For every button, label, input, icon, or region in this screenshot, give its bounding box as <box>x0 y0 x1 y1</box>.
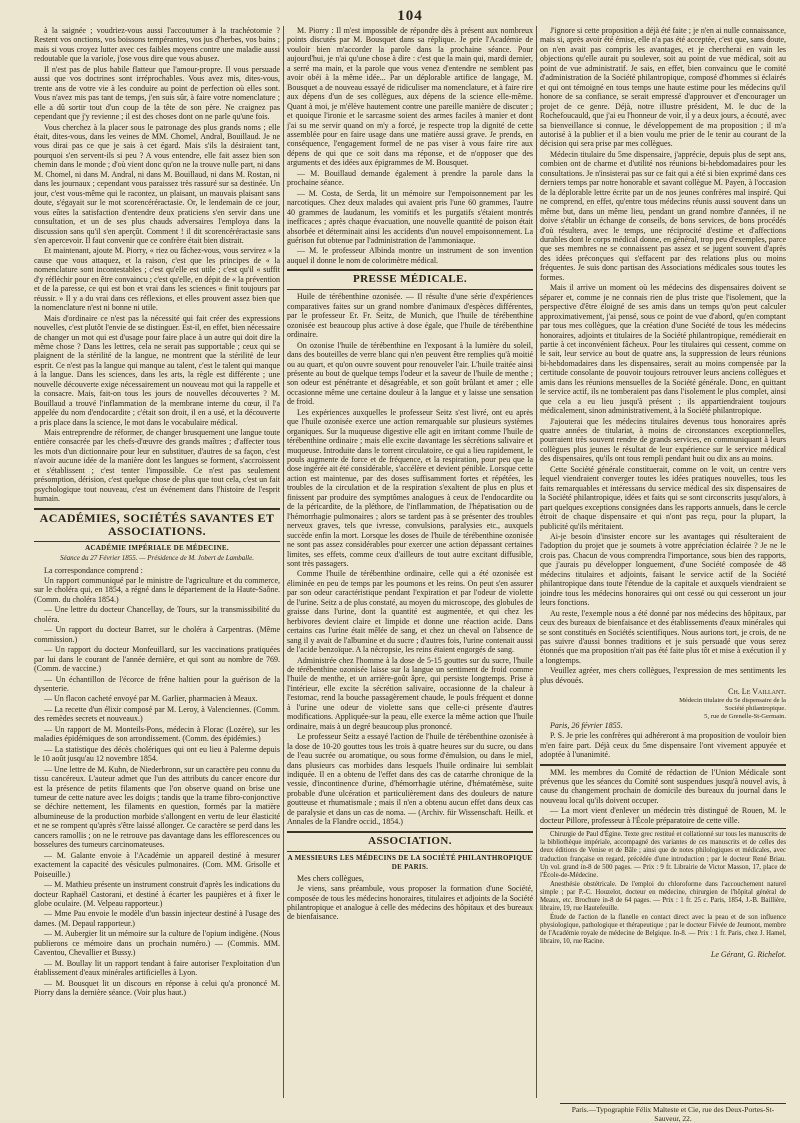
paragraph: — M. Aubergier lit un mémoire sur la culture de l'opium indigène. (Nous publierons ce mémoire dans un prochain numéro.) — (Commis. MM. Caventou, Chevallier et Bussy.) <box>34 929 280 958</box>
paragraph: Et maintenant, ajoute M. Piorry, « riez ou fâchez-vous, vous servirez « la cause que vous attaquez, et la raison, c'est que les principes de « la nomenclature sont incontestables ; c'est qu'elle est utile ; c'est qu'il « suffit d'y réfléchir pour en être convaincu ; c'est qu'elle, en dépit de « la prévention et de la paresse, ce qui est bon et vrai dans les sciences « finit toujours par réussir. » Il y a du vrai dans ces réflexions, et elles prouvent assez bien que la nomenclature n'est ni bonne ni utile. <box>34 246 280 313</box>
column-rule <box>536 26 537 1098</box>
paragraph: Médecin titulaire du 5me dispensaire, j'apprécie, depuis plus de sept ans, combien ont de charme et d'utilité nos réunions bi-hebdomadaires pour les consultations. Je n'insisterai pas sur ce fait qui a été si bien exprimé dans ces derniers temps par notre honorable et savant collègue M. Payen, à l'occasion de la déplorable lettre écrite par un de nos jeunes confrères mal inspiré. Qui ne comprend, en effet, qu'entre tous médecins réunis aussi souvent dans un même but, dans un même lieu, pendant un grand nombre d'années, il ne doive s'établir un échange de conseils, de bons services, de bons procédés d'où résultera, avec le temps, une réciprocité d'estime et d'affections durables dont le corps médical donne, en général, trop peu d'exemples, parce que ses membres ne se connaissent pas assez et se jugent souvent d'après des idées préconçues qui s'effacent par des relations plus ou moins fréquentes. Je suis donc partisan des Associations médicales sous toutes les formes. <box>540 149 786 282</box>
paragraph: — M. Mathieu présente un instrument construit d'après les indications du docteur Raphaël Castorani, et destiné à écarter les paupières et à fixer le globe oculaire. (M. Velpeau rapporteur.) <box>34 880 280 908</box>
paragraph: M. Piorry : Il m'est impossible de répondre dès à présent aux nombreux points discutés par M. Bousquet dans sa réplique. Je prie l'Académie de vouloir bien m'accorder la parole dans la prochaine séance. Pour aujourd'hui, je n'ai qu'une chose à dire : c'est que la main qui, mardi dernier, a serré ma main, et la parole que vous venez d'entendre ne semblent pas avoir obéi à la même idée... Par un déplorable artifice de langage, M. Bousquet a de nouveau essayé de ridiculiser ma nomenclature, et à faire rire aux dépens d'un de ses collègues, aux dépens de la science elle-même. Quant à moi, je m'élève hautement contre une pareille manière de discuter ; et quoique l'ironie et le sarcasme soient des armes faciles à manier et dont j'ai su me servir quand on m'y a forcé, je respecte trop la dignité de cette assemblée pour en faire usage dans une matière aussi grave. Je prends, en conséquence, l'engagement formel de ne pas viser à vous faire rire aux dépens de qui que ce soit dans ma réponse, et de n'opposer que des arguments et des idées aux épigrammes de M. Bousquet. <box>287 26 533 168</box>
discours-bousquet <box>34 26 280 504</box>
paragraph: — La recette d'un élixir composé par M. Leroy, à Valenciennes. (Comm. des remèdes secrets et nouveaux.) <box>34 704 280 724</box>
paragraph: Il n'est pas de plus habile flatteur que l'amour-propre. Il vous persuade aussi que vos doctrines sont irréprochables. Vous avez mis, dites-vous, trente ans de votre vie à les conduire au point de perfection où elles sont. Vous n'avez mis pas tant de temps, j'en suis sûr, à faire votre nomenclature ; elle a dû sortir tout d'un coup de la tête de son père. Ne craignez pas cependant que j'y revienne ; il est des choses dont on ne parle qu'une fois. <box>34 64 280 122</box>
signature-address: 5, rue de Grenelle-St-Germain. <box>704 712 786 720</box>
paragraph: — M. Costa, de Serda, lit un mémoire sur l'empoisonnement par les narcotiques. Chez deux malades qui avaient pris l'une 60 grammes, l'autre 40 grammes de laudanum, les vomitifs et les purgatifs s'étaient montrés inefficaces ; après chaque évacuation, une nouvelle quantité de poison était absorbée et déterminait ainsi les accidents d'un nouvel empoisonnement. La guérison fut obtenue par l'administration de l'ammoniaque. <box>287 188 533 245</box>
paragraph: Huile de térébenthine ozonisée. — Il résulte d'une série d'expériences comparatives faites sur un grand nombre d'animaux d'espèces différentes, par le professeur Er. Fr. Seitz, de Munich, que l'huile de térébenthine ozonisée est beaucoup plus active à dose égale, que l'huile de térébenthine ordinaire. <box>287 292 533 340</box>
paragraph: — Un échantillon de l'écorce de frêne haltien pour la guérison de la dysenterie. <box>34 674 280 693</box>
association-subtitle: A MESSIEURS LES MÉDECINS DE LA SOCIÉTÉ PHILANTHROPIQUE DE PARIS. <box>287 853 533 872</box>
paragraph: — M. Boullay lit un rapport tendant à faire autoriser l'exploitation d'un établissement d'eaux minérales artificielles à Lyon. <box>34 958 280 978</box>
paragraph: Je viens, sans préambule, vous proposer la formation d'une Société, composée de tous les médecins honoraires, titulaires et adjoints de la Société philantropique et analogue à celle des médecins des hôpitaux et des bureaux de bienfaisance. <box>287 884 533 922</box>
paragraph: J'ignore si cette proposition a déjà été faite ; je n'en ai nulle connaissance, mais si, après avoir été émise, elle n'a pas été acceptée, c'est que, sans doute, on n'en avait pas compris les avantages, et je chercherai en vain les objections qu'elle aurait pu soulever, soit au point de vue médical, soit au point de vue administratif. Je sais, en effet, bien convaincu que le comité d'administration de la Société philantropique, composé d'hommes si éclairés et qui ont témoigné en tous temps une haute estime pour les médecins qu'il honore de sa confiance, se serait empressé d'approuver et d'encourager un projet de ce genre. Déjà, notre illustre président, M. le duc de la Rochefoucauld, que j'ai eu l'honneur de voir, il y a deux jours, a écouté, avec sa bienveillance si connue, le développement de ma proposition ; il m'a autorisé à la publier et il a bien voulu me prier de le tenir au courant de la décision qui sera prise par mes collègues. <box>540 26 786 149</box>
divider <box>540 764 786 766</box>
divider <box>34 541 280 542</box>
paragraph: — M. Bousquet lit un discours en réponse à celui qu'a prononcé M. Piorry dans la dernière séance. (Voir plus haut.) <box>34 978 280 998</box>
biblio-entry: Chirurgie de Paul d'Égine. Texte grec restitué et collationné sur tous les manuscrits de la bibliothèque impériale, accompagné des variantes de ces manuscrits et de celles des deux éditions de Venise et de Bâle ; ainsi que de notes philologiques et médicales, avec traduction française en regard, précédée d'une introduction ; par le docteur René Briau. Un vol. grand in-8 de 500 pages. — Prix : 9 fr. Librairie de Victor Masson, 17, place de l'École-de-Médecine. <box>540 831 786 879</box>
paragraph: Veuillez agréer, mes chers collègues, l'expression de mes sentiments les plus dévoués. <box>540 666 786 685</box>
divider <box>287 831 533 833</box>
signature-desc-1: Médecin titulaire du 5e dispensaire de la <box>679 696 786 704</box>
paragraph: — M. Bouillaud demande également à prendre la parole dans la prochaine séance. <box>287 168 533 188</box>
divider <box>287 269 533 271</box>
paragraph: Mais il arrive un moment où les médecins des dispensaires doivent se séparer et, comme je ne connais rien de plus triste que l'isolement, que la perspective d'être éloigné de ses amis dans un temps qu'on peut calculer approximativement, j'ai pensé, sous ce point de vue d'abord, qu'en comptant par tous mes collègues, que la création d'une Société de tous les médecins honoraires, adjoints et titulaires de la Société philantropique, remédierait en partie à cet inconvénient fâcheux. Pour les titulaires qui cessent, comme on le sait, leur service au bout de quatre ans, la suppression de leurs réunions bi-hebdomadaires dans les dispensaires, serait au moins compensée par la certitude consolante de pouvoir toujours retrouver leurs anciens collègues et amis dans les réunions mensuelles de la Société générale. Donc, en quittant le service actif, ils ne tomberaient pas dans l'isolement le plus complet, ainsi que cela a eu lieu jusqu'à présent ; ils appartiendraient toujours médicalement, sinon administrativement, à la Société philantropique. <box>540 283 786 416</box>
divider <box>540 828 786 829</box>
paragraph: — Un rapport du docteur Monfeuillard, sur les vaccinations pratiquées par lui dans le courant de l'année dernière, et qui sont au nombre de 769. (Comm. de vaccine.) <box>34 645 280 674</box>
column-2 <box>287 26 533 1098</box>
paragraph: — Une lettre de M. Kuhn, de Niederbronn, sur un caractère peu connu du tissu cancéreux. L'auteur admet que l'un des attributs du cancer encore dur est la présence de petits filaments que l'on observe quand on brise une tumeur de cette nature avec les doigts ; tandis que la trame fibro-conjonctive se déchire nettement, les filaments en question, formés par la matière albumineuse de la production morbide s'allongent en vertu de leur élasticité et ne se rompent qu'après s'être laissé allonger. Ce caractère se perd dans les cancers ramollis ; on ne le retrouve pas davantage dans les efflorescences ou bosselures des tumeurs carcinomateuses. <box>34 764 280 850</box>
divider <box>287 851 533 852</box>
date-line: Paris, 26 février 1855. <box>550 720 623 730</box>
paragraph: J'ajouterai que les médecins titulaires devenus tous honoraires après quatre années de titulariat, à moins de circonstances exceptionnelles, pourraient très souvent rendre de grands services, en communiquant à leurs collègues plus jeunes le résultat de leur expérience sur le service médical des dispensaires, qu'ils ont tous rempli pendant huit ou dix ans au moins. <box>540 416 786 464</box>
paragraph: — Mme Pau envoie le modèle d'un bassin injecteur destiné à l'usage des dames. (M. Depaul rapporteur.) <box>34 909 280 928</box>
session-line: Séance du 27 Février 1855. — Présidence de M. Jobert de Lamballe. <box>59 554 254 563</box>
column-1 <box>34 26 280 1098</box>
paragraph: Mes chers collègues, <box>297 873 364 883</box>
paragraph: On ozonise l'huile de térébenthine en l'exposant à la lumière du soleil, dans des bouteilles de verre blanc qui n'en peuvent être remplies qu'à moitié ou au quart, et qu'on ouvre souvent pour renouveler l'air. L'huile traitée ainsi présente au bout de quelque temps l'odeur et la saveur de l'huile de menthe ; son odeur est pénétrante et désagréable, et son goût brûlant et amer ; elle occasionne même une certaine douleur à la langue et y laisse une sensation de froid. <box>287 340 533 407</box>
page-number: 104 <box>397 8 423 24</box>
paragraph: — La statistique des décès cholériques qui ont eu lieu à Palerme depuis le 10 août jusqu'au 12 novembre 1854. <box>34 744 280 764</box>
paragraph: Un rapport communiqué par le ministre de l'agriculture et du commerce, sur le choléra qui, en 1854, a régné dans le département de la Haute-Saône. (Comm. du choléra 1854.) <box>34 576 280 604</box>
paragraph: — Un flacon cacheté envoyé par M. Garlier, pharmacien à Meaux. <box>44 694 258 704</box>
academy-title: ACADÉMIE IMPÉRIALE DE MÉDECINE. <box>85 543 229 552</box>
section-title-presse: PRESSE MÉDICALE. <box>353 273 467 286</box>
paragraph: Ai-je besoin d'insister encore sur les avantages qui résulteraient de l'adoption du projet que je soumets à votre appréciation éclairée ? Je ne le crois pas. Chacun de vous comprendra l'importance, sous bien des rapports, que j'aurais pu développer longuement, d'une Société composée de 48 médecins titulaires et adjoints, faisant le service actif de la Société philantropique dans toute l'étendue de la capitale et auxquels viendraient se joindre tous les médecins honoraires qui ont cessé ou qui cesseront un jour leurs fonctions. <box>540 532 786 608</box>
paragraph: — Une lettre du docteur Chancellay, de Tours, sur la transmissibilité du choléra. <box>34 605 280 624</box>
notice-comite: MM. les membres du Comité de rédaction de l'Union Médicale sont prévenus que les séances du Comité sont suspendues jusqu'à nouvel avis, à cause du changement prochain de domicile des bureaux du journal dans le nouveau local qu'ils doivent occuper. <box>540 767 786 805</box>
imprint-line: Paris.—Typographie Félix Malteste et Cie, rue des Deux-Portes-St-Sauveur, 22. <box>560 1103 786 1123</box>
paragraph: — Un rapport de M. Monteils-Pons, médecin à Florac (Lozère), sur les maladies épidémiques de son arrondissement. (Comm. des épidémies.) <box>34 724 280 744</box>
paragraph: — M. le professeur Albinda montre un instrument de son invention auquel il donne le nom de colorimètre médical. <box>287 246 533 265</box>
paragraph: Les expériences auxquelles le professeur Seitz s'est livré, ont eu après que l'huile ozonisée exerce une action remarquable sur plusieurs systèmes organiques. Sur la muqueuse digestive elle agit en irritant comme l'huile de térébenthine ordinaire ; mais elle excite davantage les sécrétions salivaire et muqueuse. Introduite dans le torrent circulatoire, ce qui a lieu rapidement, le pouls augmente de force et de fréquence, et la respiration, pour peu que la dose ingérée ait été considérable, s'accélère et devient pénible. Lorsque cette action est maintenue, par des doses suffisamment fortes et répétées, les troubles de la circulation et de la respiration s'exaltent de plus en plus et finissent par produire des symptômes analogues à ceux de l'endocardite ou de la péricardite, de la pléthore, de l'inflammation, de l'hépatisation ou de l'hémorrhagie pulmonaires ; alors se tardent pas à se présenter des troubles nerveux graves, tels que ivresse, convulsions, paralysies etc., auxquels succède enfin la mort. Lorsque les doses de l'huile de térébenthine ozonisée ne sont pas assez considérables pour exercer une action dépassant certaines limites, ses effets, comme ceux d'ailleurs de tout autre excitant diffusible, sont très passagers. <box>287 407 533 569</box>
section-title-association: ASSOCIATION. <box>368 834 452 847</box>
column-3 <box>540 26 786 1098</box>
paragraph: Le professeur Seitz a essayé l'action de l'huile de térébenthine ozonisée à la dose de 10-20 gouttes tous les trois à quatre heures sur du sucre, ou dans de l'eau sucrée ou aromatique, ou sous forme d'émulsion, ou dans le miel, dans plusieurs cas morbides dans lesquels l'huile ordinaire lui semblait indiquée. Il en a obtenu de l'effet dans des cas de catarrhe chronique de la vessie, d'incontinence d'urine, d'hémorrhagie utérine, d'hématémèse, suite probable d'une ulcération et particulièrement dans des douleurs de nature goutteuse et rhumatismale ; mais il n'en a obtenu aucun effet dans deux cas de paralysie et dans un cas de noma. — (Archiv. für Wissenschaft. Heilk. et Annales de la Flandre occid., 1854.) <box>287 732 533 827</box>
paragraph: Mais d'ordinaire ce n'est pas la nécessité qui fait créer des expressions nouvelles, c'est plutôt l'envie de se distinguer. Est-il, en effet, bien nécessaire de changer un mot qui est d'usage pour faire place à un autre qui doit dire la même chose ? Dans les lettres, cela ne serait pas supportable ; ceux qui se plaignent de la stérilité de la langue, ne montrent que la stérilité de leur esprit. Ce n'est pas la langue qui manque au talent, c'est le talent qui manque à la langue. Dans les sciences, dans les arts, la règle est différente ; une nouvelle découverte exige nécessairement un nouveau mot qui la rappelle et la consacre. Mais, fait-on tous les jours de nouvelles découvertes ? M. Bouillaud a trouvé l'inflammation de la membrane interne du cœur, il l'a appelée du nom d'endocardite ; c'était son droit, il en a usé, et la découverte a pris place dans la science, le mot dans le vocabulaire médical. <box>34 313 280 427</box>
biblio-entry: Anesthésie obstétricale. De l'emploi du chloroforme dans l'accouchement naturel simple ; par P.-C. Houzelot, docteur en médecine, chirurgien de l'hôpital général de Meaux, etc. Brochure in-8 de 64 pages. — Prix : 1 fr. 25 c. Paris, 1854, J.-B. Baillière, libraire, 19, rue Hautefeuille. <box>540 880 786 913</box>
death-notice: — La mort vient d'enlever un médecin très distingué de Rouen, M. le docteur Pillore, professeur à l'École préparatoire de cette ville. <box>540 806 786 825</box>
presse-article <box>287 292 533 826</box>
paragraph: Cette Société générale constituerait, comme on le voit, un centre vers lequel viendraient converger toutes les idées pratiques nouvelles, tous les faits remarquables et intéressans du service médical des six dispensaires de la Société philantropique, idées et faits qui se sont circonscrits jusqu'alors, à part quelques exceptions consignées dans les rapports annuels, dans le cercle étroit de chaque dispensaire et qui n'ont pas reçu, pour la plupart, la publicité qu'ils méritaient. <box>540 464 786 531</box>
paragraph: — Un rapport du docteur Barret, sur le choléra à Carpentras. (Même commission.) <box>34 625 280 644</box>
signature-desc-2: Société philantropique. <box>724 704 786 712</box>
gerant-line: Le Gérant, G. Richelot. <box>710 949 786 959</box>
paragraph: Au reste, l'exemple nous a été donné par nos médecins des hôpitaux, par ceux des bureaux de bienfaisance et des établissements d'eaux minérales qui se sont constitués en Sociétés scientifiques. Nous aurions tort, je crois, de ne pas suivre d'aussi bonnes traditions et je suis persuadé que vous serez étonnés que ma proposition n'ait pas été faite plus tôt et mise à exécution il y a longtemps. <box>540 608 786 665</box>
biblio-entry: Étude de l'action de la flanelle en contact direct avec la peau et de son influence physiologique, pathologique et thérapeutique ; par le docteur Fiévée de Jeumont, membre de l'Académie royale de médecine de Belgique. In-8. — Prix : 1 fr. Paris, chez J. Hamel, libraire, 10, rue Racine. <box>540 914 786 946</box>
academy-proceedings-continued <box>287 26 533 265</box>
column-rule <box>283 26 284 1098</box>
signature: Ch. Le Vaillant. <box>728 687 786 697</box>
section-title-academies: ACADÉMIES, SOCIÉTÉS SAVANTES ET ASSOCIATIONS. <box>39 510 275 538</box>
divider <box>287 289 533 290</box>
paragraph: Mais entreprendre de réformer, de changer brusquement une langue toute entière consacrée par les chefs-d'œuvre des grands maîtres ; d'affecter tous les mots d'un dictionnaire pour leur en substituer, d'autres de sa façon, c'est n'avoir aucune idée de la manière dont les langues se forment, s'accroissent et s'établissent ; c'est tenter l'impossible. Ce n'est pas seulement présomption, dérision, c'est quelque chose de plus que tout cela, c'est un fait psychologique tout nouveau, c'est un événement dans l'histoire de l'esprit humain. <box>34 428 280 504</box>
paragraph: — M. Galante envoie à l'Académie un appareil destiné à mesurer exactement la capacité des vésicules pulmonaires. (Com. MM. Grisolle et Poiseuille.) <box>34 850 280 879</box>
academy-proceedings <box>34 566 280 998</box>
divider <box>34 508 280 510</box>
association-letter-continued <box>540 26 786 685</box>
paragraph: La correspondance comprend : <box>44 565 143 575</box>
association-letter <box>287 874 533 922</box>
paragraph: Comme l'huile de térébenthine ordinaire, celle qui a été ozonisée est éliminée en peu de temps par les poumons et les reins. On peut s'en assurer par son odeur caractéristique pendant l'expiration et par l'odeur de violette de l'urine. Seitz a de plus constaté, au moyen du microscope, des globules de graisse dans l'urine, dont la quantité est augmentée, et qui chez les herbivores devient claire et limpide et donne une réaction acide. Dans certains cas l'urine était mêlée de sang, et chez un cheval on l'absence de sang il y avait de l'albumine et du sucre ; d'autres fois, l'urine contenait aussi de l'acide benzoïque. A la nécropsie, les reins étaient engorgés de sang. <box>287 569 533 655</box>
bibliography <box>540 831 786 946</box>
paragraph: à la saignée ; voudriez-vous aussi l'accoutumer à la trachéotomie ? Restent vos onctions, vos boissons tempérantes, vos jus d'herbes, vos bains ; mais si vous croyez lutter avec ces faibles moyens contre une maladie aussi redoutable que la variole, j'ose vous dire que vous abusez. <box>34 26 280 64</box>
postscript: P. S. Je prie les confrères qui adhéreront à ma proposition de vouloir bien m'en faire part. Déjà ceux du 5me dispensaire l'ont vivement appuyée et adoptée à l'unanimité. <box>540 731 786 760</box>
paragraph: Administrée chez l'homme à la dose de 5-15 gouttes sur du sucre, l'huile de térébenthine ozonisée laisse sur la langue un sentiment de froid comme l'huile de menthe, et un arrière-goût âpre, qui persiste longtemps. Prise à l'intérieur, elle excite la sécrétion salivaire, occasionne de la chaleur à l'estomac, rend la bouche passagèrement chaude, le pouls fréquent et donne à l'urine une odeur de violette sans que celle-ci présente d'autres modifications. Appliquée-sur la peau, elle exerce la même action que l'huile ordinaire, mais à un degré beaucoup plus prononcé. <box>287 655 533 731</box>
paragraph: Vous cherchez à la placer sous le patronage des plus grands noms ; elle était, dites-vous, dans les veines de MM. Chomel, Andral, Bouillaud. Je ne vous dirai pas ce que je sais à cet égard. Mais s'ils la désiraient tant, pourquoi s'en servent-ils si peu ? A vous entendre, elle fait assez bien son chemin dans le monde ; d'où vient donc qu'on ne la trouve nulle part, ni dans M. Chomel, ni dans M. Andral, ni dans M. Bouillaud, ni dans M. Rostan, ni dans les journaux ; cependant vous paraissez très rassuré sur sa destinée. Un jour, c'est vous-même qui le racontez, un plaisant, un mauvais plaisant sans doute, s'égayait sur le mot scorencéréractasie. Or, le lendemain de ce jour, vous eûtes la satisfaction d'entendre deux praticiens s'en servir dans une consultation, et un de ses plus chauds adversaires l'employa dans la discussion sans qu'il s'en aperçût. Comment ! il dit scorencéréractasie sans s'en apercevoir. Il faut convenir que ce confrère était bien distrait. <box>34 122 280 245</box>
